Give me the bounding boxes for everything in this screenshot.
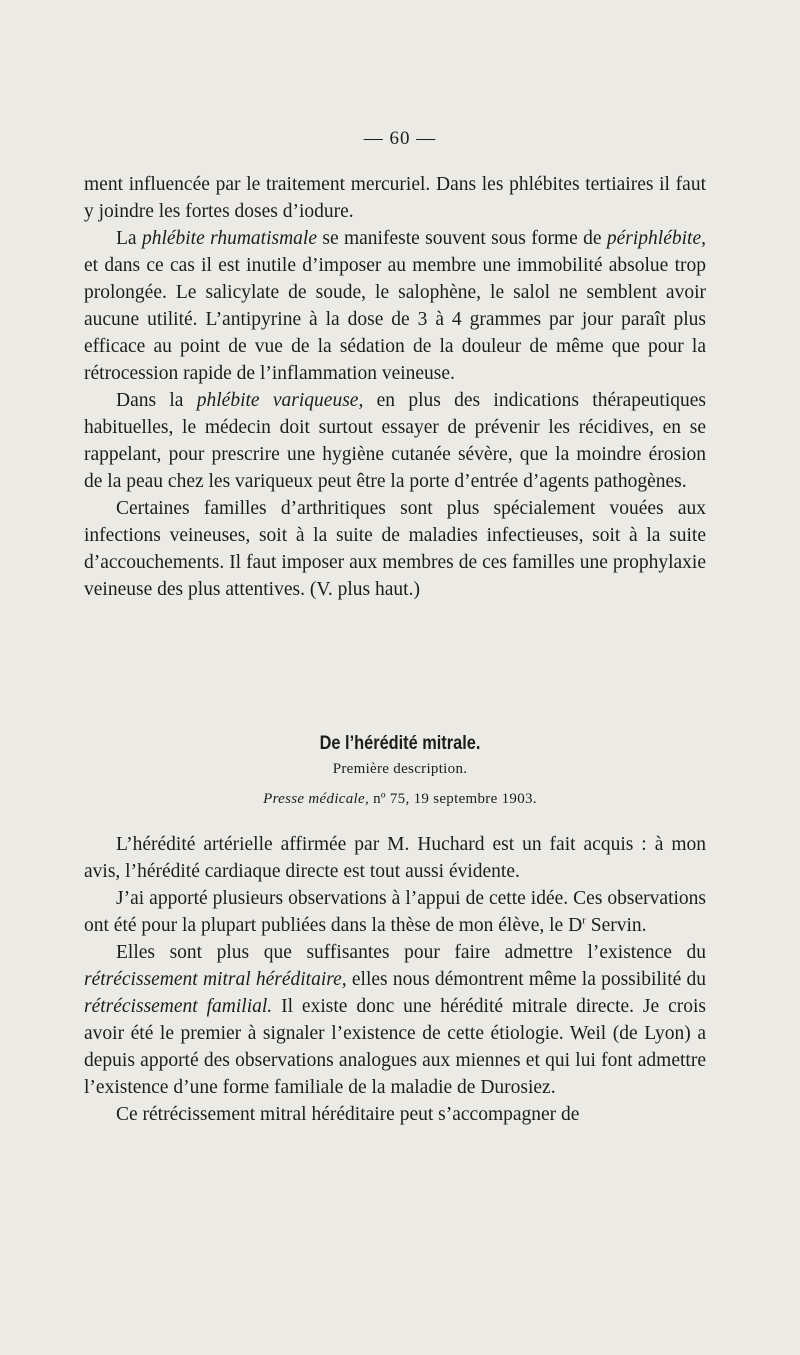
emphasis: rétrécissement familial.: [84, 996, 273, 1017]
text-run: Il existe donc une hérédité mitrale directe. Je crois avoir été le premier à signaler l’existence de cette étiologie. Weil (de Lyon) a depuis apporté des observations analogues aux miennes et qui lui font admettre l’existence d’une forme familiale de la maladie de Durosiez.: [84, 996, 706, 1098]
text-run: J’ai apporté plusieurs observations à l’appui de cette idée. Ces observations ont été pour la plupart publiées dans la thèse de mon élève, le D: [84, 888, 706, 936]
paragraph: [84, 387, 706, 495]
paragraph: [84, 225, 706, 387]
text-run: La: [116, 228, 142, 249]
emphasis: rétrécissement mitral héréditaire,: [84, 969, 347, 990]
article-citation: [0, 791, 800, 808]
paragraph: [84, 939, 706, 1101]
article-title: De l’hérédité mitrale.: [319, 733, 481, 754]
superscript: r: [582, 914, 586, 927]
emphasis: phlébite variqueuse,: [196, 390, 364, 411]
text-run: et dans ce cas il est inutile d’imposer au membre une immobilité absolue trop prolongée. Le salicylate de soude, le salophène, le salol ne semblent avoir aucune utilité. L’antipyrine à la dose de 3 à 4 grammes par jour paraît plus efficace au point de vue de la sédation de la douleur de même que pour la rétrocession rapide de l’inflammation veineuse.: [84, 255, 706, 384]
text-block-top: [84, 171, 706, 603]
emphasis: périphlébite,: [606, 228, 706, 249]
emphasis: phlébite rhumatismale: [141, 228, 318, 249]
text-run: se manifeste souvent sous forme de: [317, 228, 607, 249]
page-number: — 60 —: [363, 128, 437, 149]
text-block-bottom: [84, 831, 706, 1128]
citation-journal: Presse médicale,: [263, 791, 370, 807]
text-run: en plus des indications thérapeutiques habituelles, le médecin doit surtout essayer de prévenir les récidives, en se rappelant, pour prescrire une hygiène cutanée sévère, que la moindre érosion de la peau chez les variqueux peut être la porte d’entrée d’agents pathogènes.: [84, 390, 707, 492]
paragraph: L’hérédité artérielle affirmée par M. Huchard est un fait acquis : à mon avis, l’hérédité cardiaque directe est tout aussi évidente.: [84, 834, 706, 882]
paragraph: Certaines familles d’arthritiques sont plus spécialement vouées aux infections veineuses, soit à la suite de maladies infectieuses, soit à la suite d’accouchements. Il faut imposer aux membres de ces familles une prophylaxie veineuse des plus attentives. (V. plus haut.): [84, 498, 706, 600]
paragraph: ment influencée par le traitement mercuriel. Dans les phlébites tertiaires il faut y joindre les fortes doses d’iodure.: [84, 174, 706, 222]
text-run: elles nous démontrent même la possibilité du: [346, 969, 706, 990]
citation-details: nº 75, 19 septembre 1903.: [369, 791, 537, 807]
paragraph: [84, 885, 706, 939]
article-subtitle: Première description.: [332, 761, 468, 777]
text-run: Servin.: [585, 915, 647, 936]
paragraph: Ce rétrécissement mitral héréditaire peut s’accompagner de: [116, 1104, 580, 1125]
text-run: Dans la: [116, 390, 197, 411]
text-run: Elles sont plus que suffisantes pour faire admettre l’existence du: [116, 942, 706, 963]
